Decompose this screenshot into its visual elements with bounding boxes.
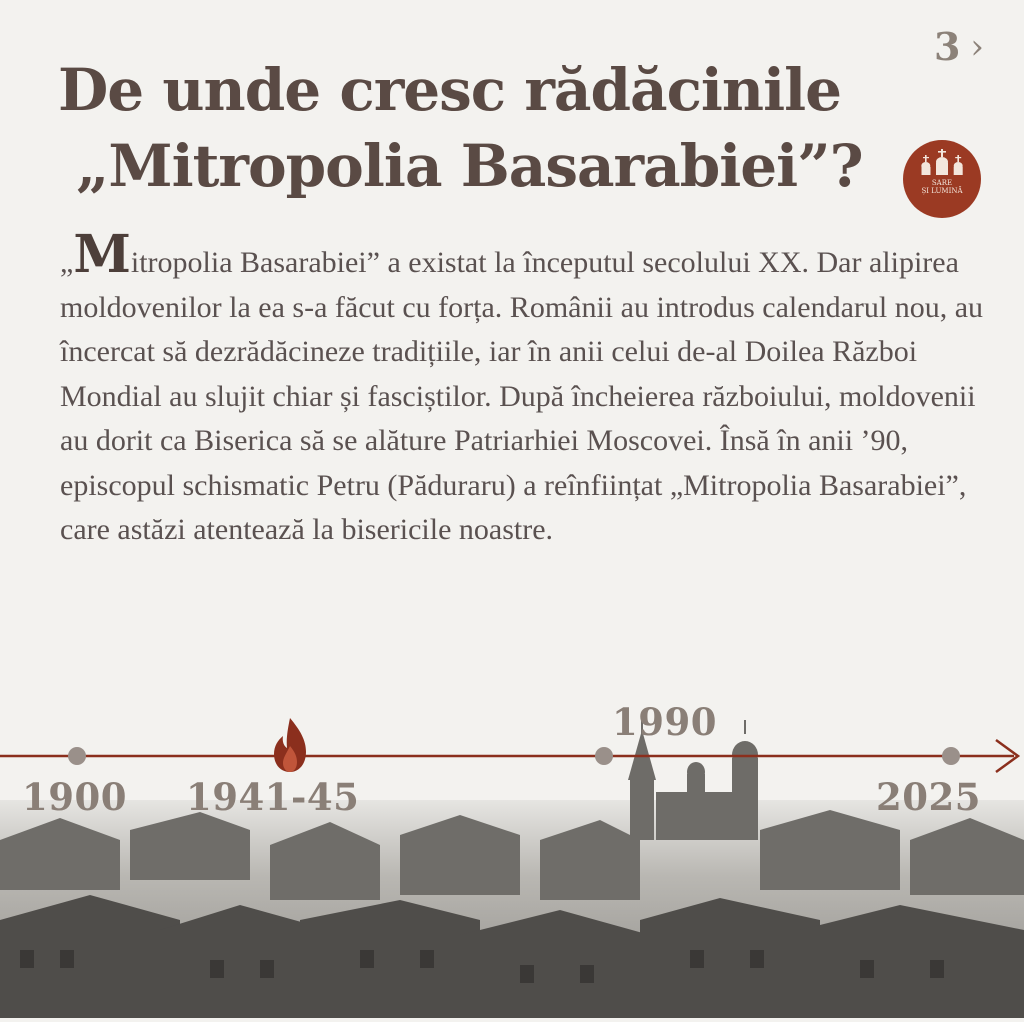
year-1941-45: 1941-45 <box>186 775 360 819</box>
year-1900: 1900 <box>22 775 127 819</box>
timeline-dot-1900 <box>68 747 86 765</box>
body-text: itropolia Basarabiei” a existat la începutul secolului XX. Dar alipirea moldovenilor la ea s-a făcut cu forța. Românii au introdus calendarul nou, au încercat să dezrădăcineze tradițiile, iar în anii celui de-al Doilea Război Mondial au slujit chiar și fasciștilor. După încheierea războiului, moldovenii au dorit ca Biserica să se alăture Patriarhiei Moscovei. Însă în anii ’90, episcopul schismatic Petru (Păduraru) a reînființat „Mitropolia Basarabiei”, care astăzi atentează la bisericile noastre. <box>60 246 984 546</box>
next-arrow-icon[interactable]: › <box>970 26 984 67</box>
timeline-graphic <box>0 700 1024 840</box>
timeline-dot-2025 <box>942 747 960 765</box>
timeline-dot-1990 <box>595 747 613 765</box>
logo-text-1: SARE <box>931 179 953 187</box>
page-number: 3 <box>933 24 961 69</box>
church-domes-icon <box>916 148 968 178</box>
year-2025: 2025 <box>876 775 981 819</box>
drop-cap: M <box>73 224 131 285</box>
title-line-1: De unde cresc rădăcinile <box>58 56 842 124</box>
page-indicator <box>934 24 984 69</box>
page-title <box>58 52 938 204</box>
logo-text-2: ȘI LUMINĂ <box>921 187 963 195</box>
body-paragraph <box>60 224 990 553</box>
timeline <box>0 700 1024 840</box>
flame-icon <box>274 718 306 772</box>
sare-si-lumina-logo <box>903 140 981 218</box>
open-quote: „ <box>60 246 74 279</box>
title-line-2: „Mitropolia Basarabiei”? <box>76 132 863 200</box>
year-1990: 1990 <box>612 700 717 744</box>
